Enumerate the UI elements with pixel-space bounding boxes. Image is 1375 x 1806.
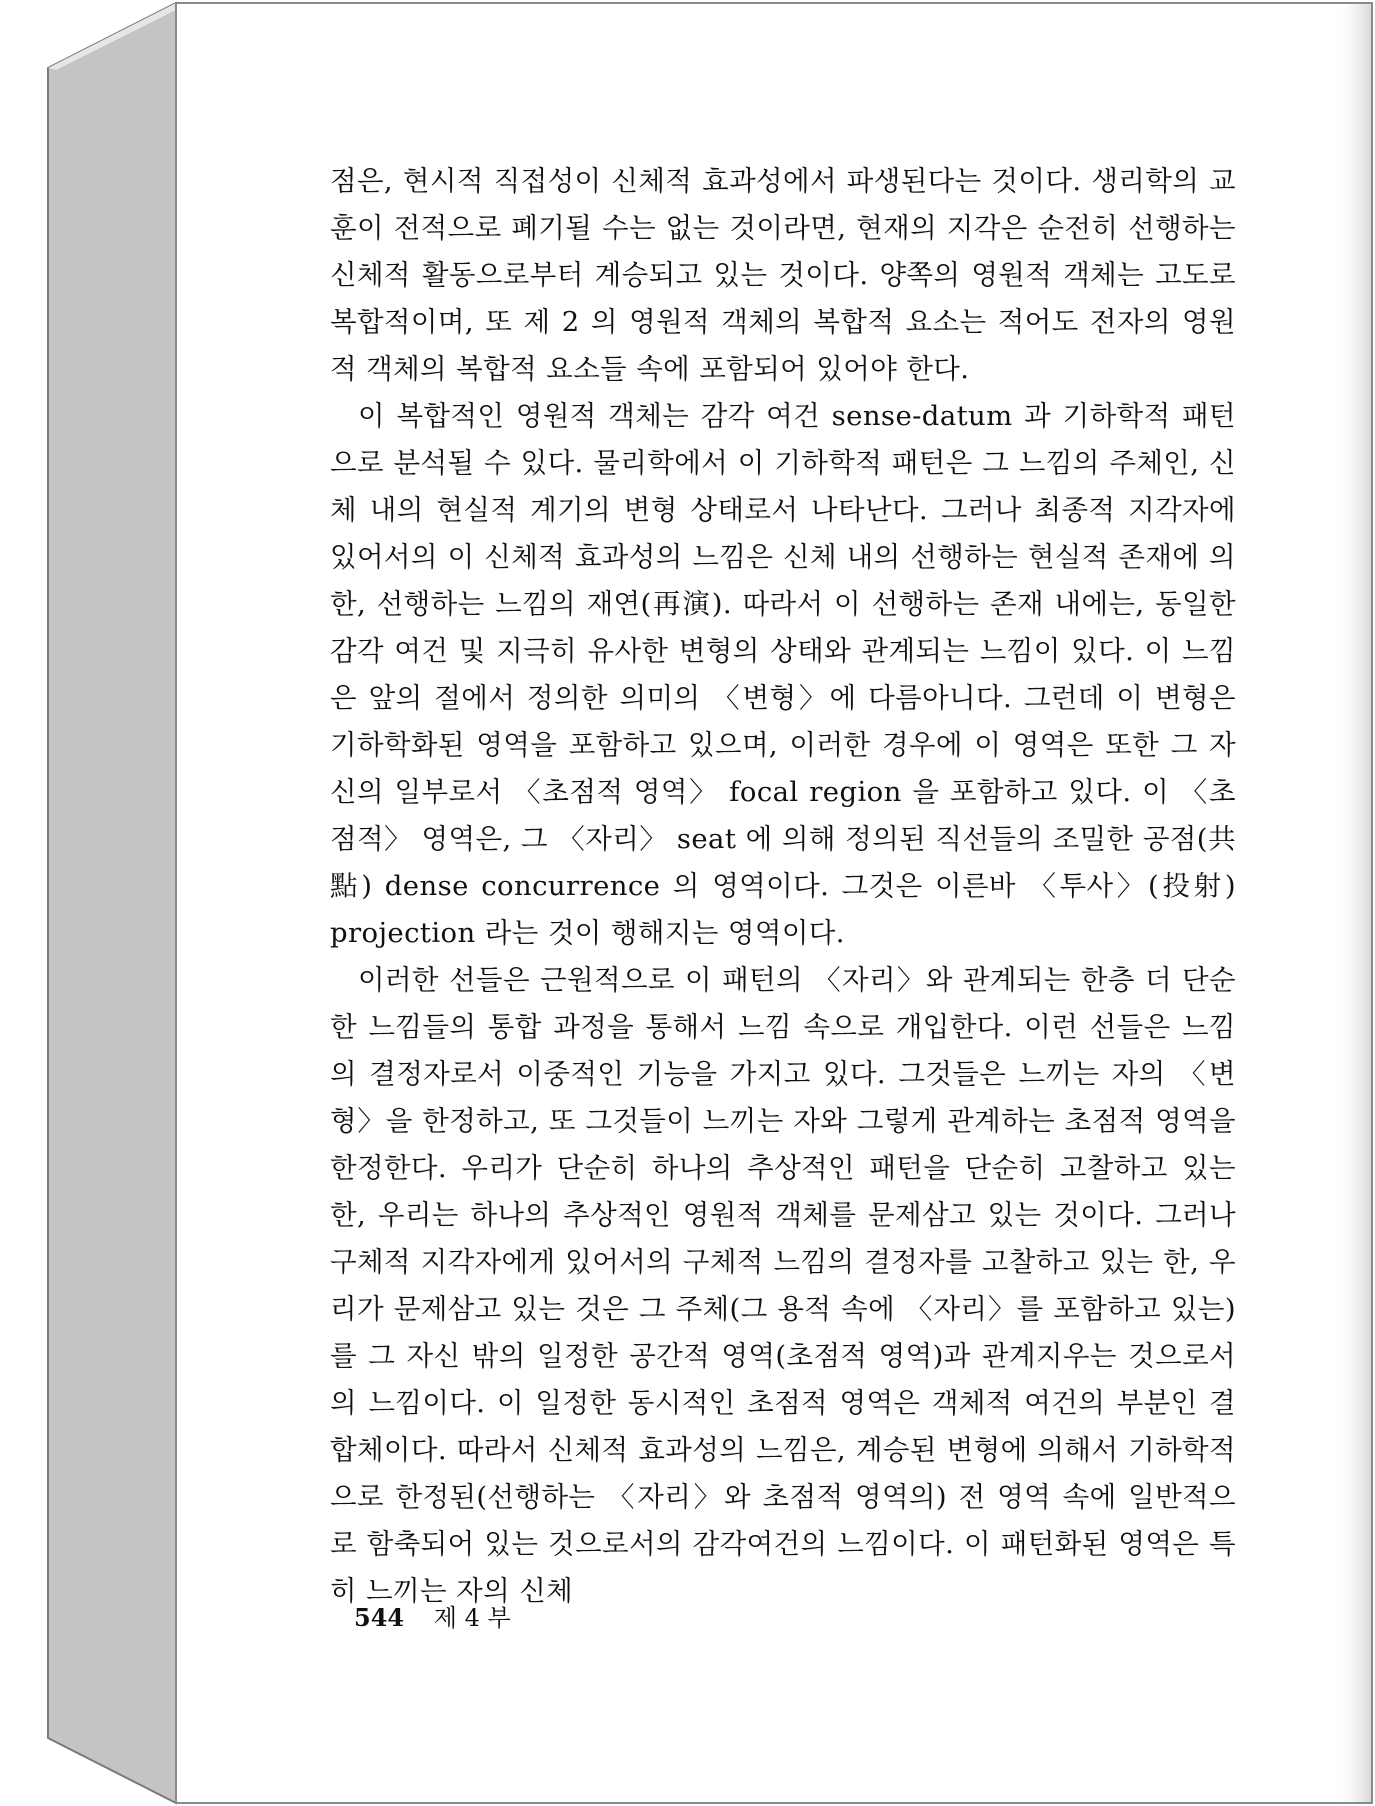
book-spine (48, 3, 176, 1803)
page-footer (354, 1598, 511, 1633)
paragraph-3: 이러한 선들은 근원적으로 이 패턴의 〈자리〉와 관계되는 한층 더 단순한 느낌들의 통합 과정을 통해서 느낌 속으로 개입한다. 이런 선들은 느낌의 결정자로서 이중적인 기능을 가지고 있다. 그것들은 느끼는 자의 〈변형〉을 한정하고, 또 그것들이 느끼는 자와 그렇게 관계하는 초점적 영역을 한정한다. 우리가 단순히 하나의 추상적인 패턴을 단순히 고찰하고 있는 한, 우리는 하나의 추상적인 영원적 객체를 문제삼고 있는 것이다. 그러나 구체적 지각자에게 있어서의 구체적 느낌의 결정자를 고찰하고 있는 한, 우리가 문제삼고 있는 것은 그 주체(그 용적 속에 〈자리〉를 포함하고 있는)를 그 자신 밖의 일정한 공간적 영역(초점적 영역)과 관계지우는 것으로서의 느낌이다. 이 일정한 동시적인 초점적 영역은 객체적 여건의 부분인 결합체이다. 따라서 신체적 효과성의 느낌은, 계승된 변형에 의해서 기하학적으로 한정된(선행하는 〈자리〉와 초점적 영역의) 전 영역 속에 일반적으로 함축되어 있는 것으로서의 감각여건의 느낌이다. 이 패턴화된 영역은 특히 느끼는 자의 신체 (330, 964, 1236, 1607)
paragraph-2: 이 복합적인 영원적 객체는 감각 여건 sense-datum 과 기하학적 패턴으로 분석될 수 있다. 물리학에서 이 기하학적 패턴은 그 느낌의 주체인, 신체 내의 현실적 계기의 변형 상태로서 나타난다. 그러나 최종적 지각자에 있어서의 이 신체적 효과성의 느낌은 신체 내의 선행하는 현실적 존재에 의한, 선행하는 느낌의 재연(再演). 따라서 이 선행하는 존재 내에는, 동일한 감각 여건 및 지극히 유사한 변형의 상태와 관계되는 느낌이 있다. 이 느낌은 앞의 절에서 정의한 의미의 〈변형〉에 다름아니다. 그런데 이 변형은 기하학화된 영역을 포함하고 있으며, 이러한 경우에 이 영역은 또한 그 자신의 일부로서 〈초점적 영역〉 focal region 을 포함하고 있다. 이 〈초점적〉 영역은, 그 〈자리〉 seat 에 의해 정의된 직선들의 조밀한 공점(共點) dense concurrence 의 영역이다. 그것은 이른바 〈투사〉(投射) projection 라는 것이 행해지는 영역이다. (330, 400, 1236, 949)
page-edge-shadow (1335, 4, 1371, 1802)
page-number: 544 (354, 1603, 405, 1632)
part-label: 제 4 부 (433, 1604, 511, 1632)
paragraph-1: 점은, 현시적 직접성이 신체적 효과성에서 파생된다는 것이다. 생리학의 교훈이 전적으로 폐기될 수는 없는 것이라면, 현재의 지각은 순전히 선행하는 신체적 활동으로부터 계승되고 있는 것이다. 양쪽의 영원적 객체는 고도로 복합적이며, 또 제 2 의 영원적 객체의 복합적 요소는 적어도 전자의 영원적 객체의 복합적 요소들 속에 포함되어 있어야 한다. (330, 165, 1236, 385)
page-body (330, 158, 1236, 1615)
